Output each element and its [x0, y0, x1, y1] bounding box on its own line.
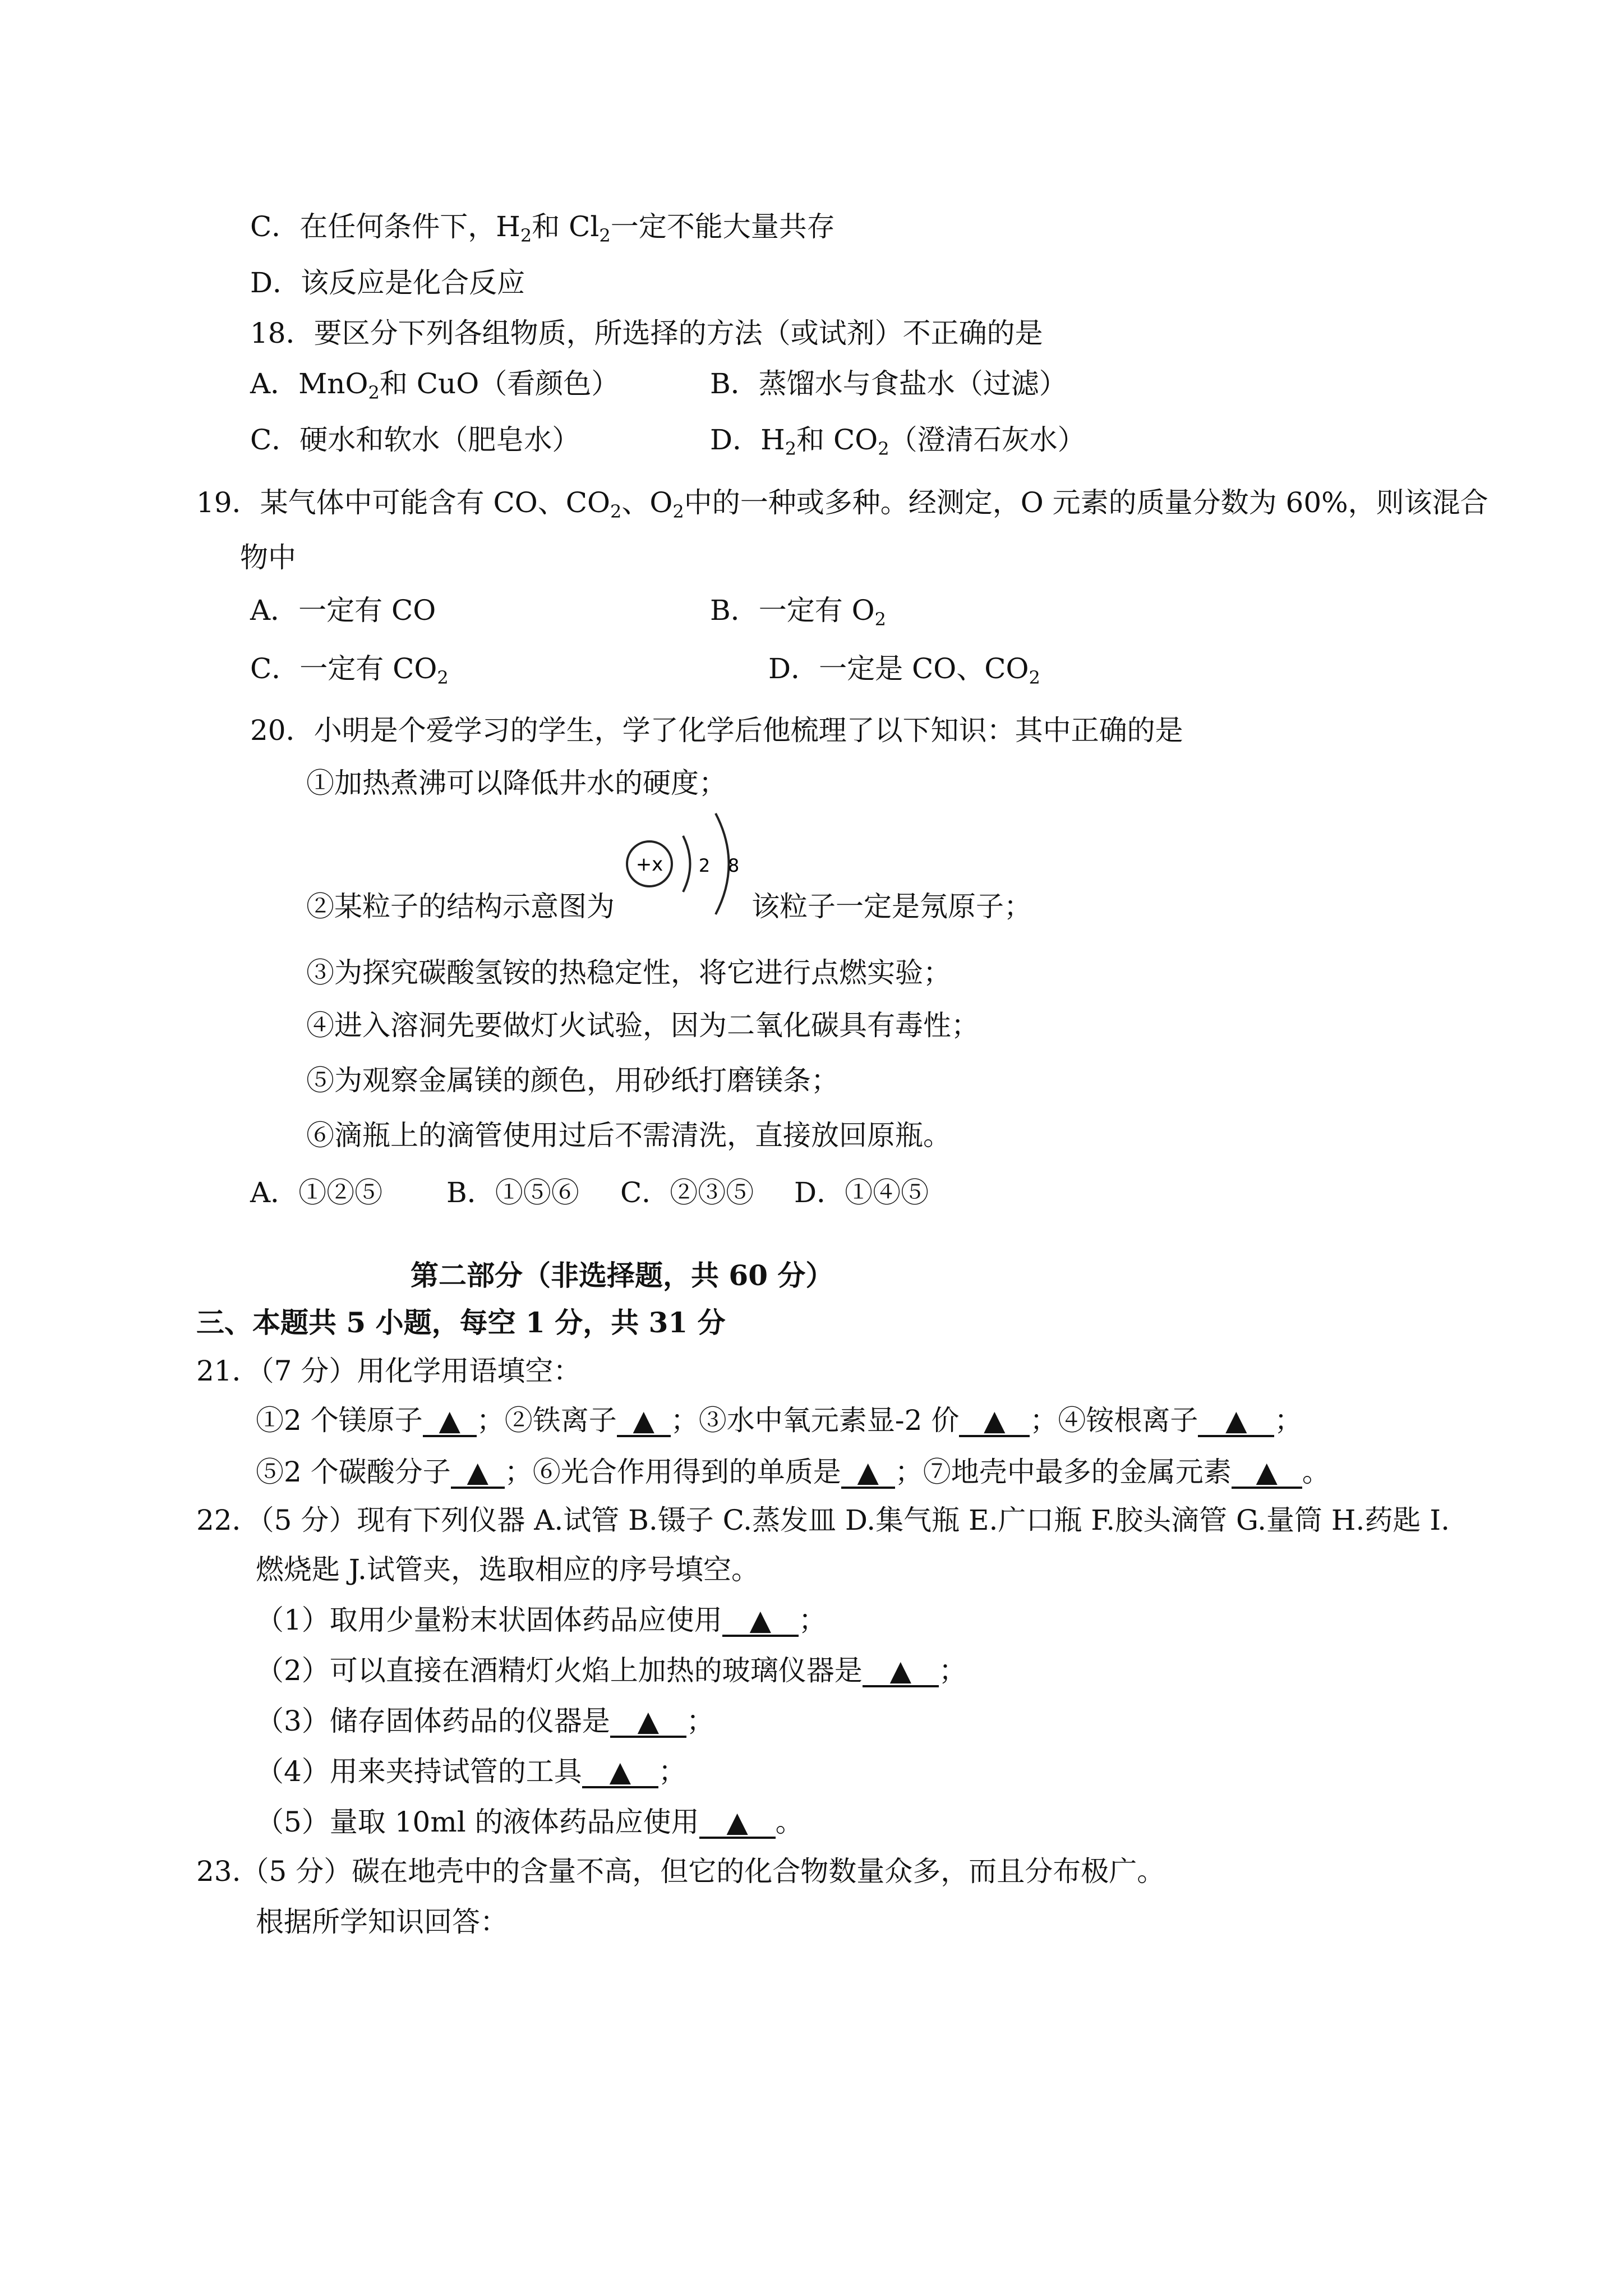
nucleus-charge: +x	[635, 853, 663, 876]
q22-sub-2: （2）可以直接在酒精灯火焰上加热的玻璃仪器是 ▲ ；	[256, 1654, 967, 1687]
q18-stem: 18．要区分下列各组物质，所选择的方法（或试剂）不正确的是	[250, 317, 1043, 349]
q20-item-1: ①加热煮沸可以降低井水的硬度；	[306, 767, 727, 799]
q18-option-b: B．蒸馏水与食盐水（过滤）	[710, 367, 1067, 400]
q22-stem-cont: 燃烧匙 J.试管夹，选取相应的序号填空。	[256, 1553, 759, 1586]
q19-option-c: C．一定有 $CO_2$	[250, 652, 449, 688]
answer-blank[interactable]: ▲	[582, 1757, 658, 1788]
answer-blank[interactable]: ▲	[423, 1406, 477, 1437]
answer-blank[interactable]: ▲	[1232, 1457, 1302, 1489]
atom-structure-diagram	[621, 802, 756, 926]
q19-option-b: B．一定有 $O_2$	[710, 594, 886, 630]
q20-option-d: D．①④⑤	[794, 1176, 929, 1209]
q20-option-c: C．②③⑤	[620, 1176, 754, 1209]
q20-item-2-prefix: ②某粒子的结构示意图为	[306, 890, 615, 923]
q20-item-5: ⑤为观察金属镁的颜色，用砂纸打磨镁条；	[306, 1064, 839, 1097]
answer-blank[interactable]: ▲	[451, 1457, 505, 1489]
q20-item-6: ⑥滴瓶上的滴管使用过后不需清洗，直接放回原瓶。	[306, 1119, 951, 1152]
q23-stem-cont: 根据所学知识回答：	[256, 1906, 508, 1938]
q20-option-b: B．①⑤⑥	[446, 1176, 579, 1209]
q22-stem: 22．（5 分）现有下列仪器 A.试管 B.镊子 C.蒸发皿 D.集气瓶 E.广口瓶 F.胶头滴管 G.量筒 H.药匙 I.	[196, 1504, 1450, 1536]
shell-1-electrons: 2	[698, 855, 711, 876]
q17-option-d: D．该反应是化合反应	[250, 266, 525, 299]
q18-option-a: A．MnO$_2$和 CuO（看颜色）	[250, 367, 620, 403]
answer-blank[interactable]: ▲	[617, 1406, 671, 1437]
q22-sub-5: （5）量取 10ml 的液体药品应使用 ▲ 。	[256, 1805, 804, 1838]
q20-option-a: A．①②⑤	[250, 1176, 383, 1209]
q18-option-d: D．$H_2$和 $CO_2$（澄清石灰水）	[710, 424, 1086, 459]
section-three-heading: 三、本题共 5 小题，每空 1 分，共 31 分	[196, 1306, 726, 1339]
q19-option-d: D．一定是 CO、$CO_2$	[768, 652, 1040, 688]
answer-blank[interactable]: ▲	[959, 1406, 1030, 1437]
answer-blank[interactable]: ▲	[1198, 1406, 1274, 1437]
answer-blank[interactable]: ▲	[722, 1605, 799, 1637]
q22-sub-3: （3）储存固体药品的仪器是 ▲ ；	[256, 1704, 714, 1737]
q20-item-2-suffix: 该粒子一定是氖原子；	[751, 890, 1032, 923]
answer-blank[interactable]: ▲	[699, 1807, 776, 1839]
q22-sub-4: （4）用来夹持试管的工具 ▲ ；	[256, 1755, 686, 1788]
q17-option-c: C．在任何条件下，$H_2$和 $Cl_2$一定不能大量共存	[250, 210, 835, 246]
q21-stem: 21．（7 分）用化学用语填空：	[196, 1355, 582, 1387]
q19-stem-cont: 物中	[240, 541, 296, 574]
q20-item-4: ④进入溶洞先要做灯火试验，因为二氧化碳具有毒性；	[306, 1009, 979, 1042]
q19-stem: 19．某气体中可能含有 CO、$CO_2$、$O_2$中的一种或多种。经测定，O 元素的质量分数为 60%，则该混合	[196, 486, 1488, 522]
q20-item-3: ③为探究碳酸氢铵的热稳定性，将它进行点燃实验；	[306, 956, 951, 989]
q20-stem: 20．小明是个爱学习的学生，学了化学后他梳理了以下知识：其中正确的是	[250, 714, 1183, 747]
q18-option-c: C．硬水和软水（肥皂水）	[250, 424, 580, 456]
q21-line-2: ⑤2 个碳酸分子 ▲ ；⑥光合作用得到的单质是 ▲ ；⑦地壳中最多的金属元素 ▲ 。	[256, 1455, 1330, 1488]
q21-line-1: ①2 个镁原子 ▲ ；②铁离子 ▲ ；③水中氧元素显-2 价 ▲ ；④铵根离子 ▲ ；	[256, 1404, 1303, 1437]
q22-sub-1: （1）取用少量粉末状固体药品应使用 ▲ ；	[256, 1603, 827, 1636]
part-two-title: 第二部分（非选择题，共 60 分）	[411, 1259, 834, 1292]
answer-blank[interactable]: ▲	[841, 1457, 895, 1489]
answer-blank[interactable]: ▲	[863, 1656, 939, 1687]
answer-blank[interactable]: ▲	[610, 1706, 686, 1738]
q19-option-a: A．一定有 CO	[250, 594, 436, 627]
q23-stem: 23.（5 分）碳在地壳中的含量不高，但它的化合物数量众多，而且分布极广。	[196, 1855, 1165, 1888]
shell-2-electrons: 8	[727, 855, 740, 876]
